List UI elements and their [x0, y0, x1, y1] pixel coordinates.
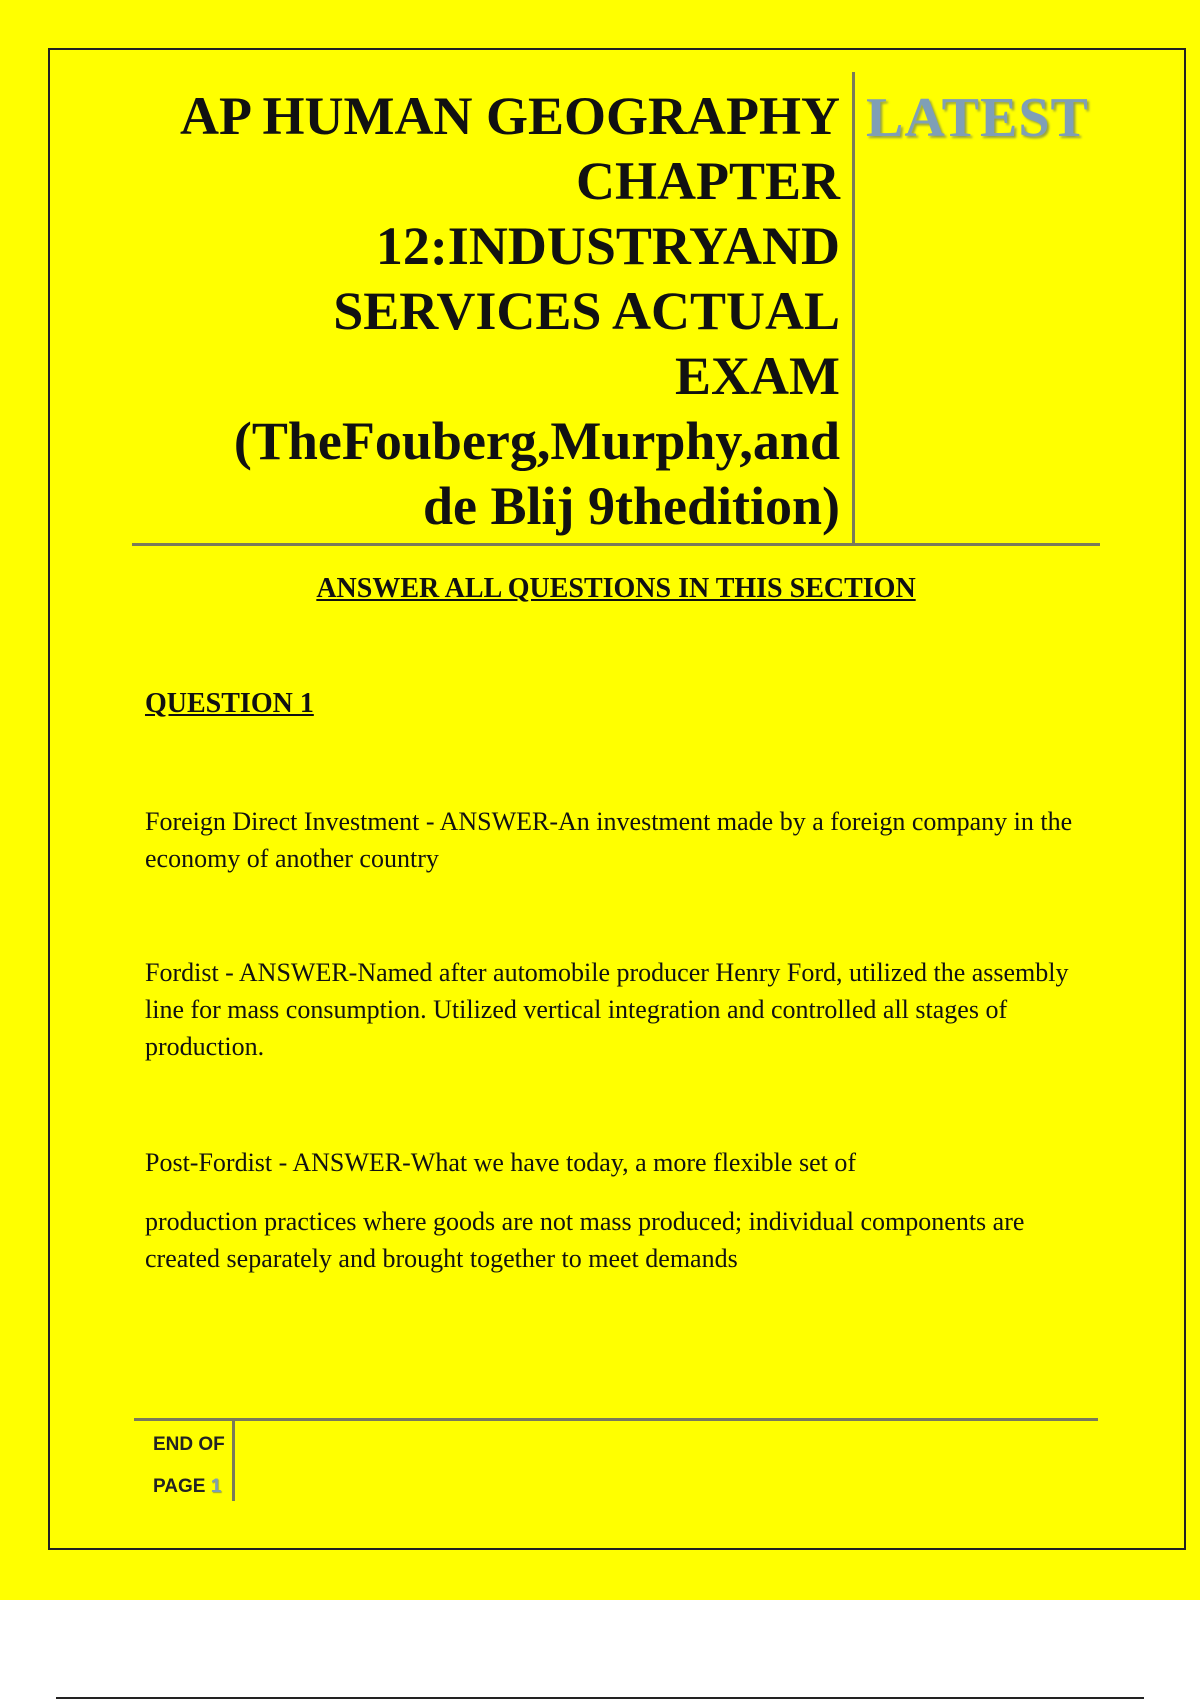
title-line-1: AP HUMAN GEOGRAPHY — [180, 86, 840, 146]
footer-rule — [134, 1418, 1098, 1421]
footer-page-line — [153, 1466, 225, 1508]
document-title — [100, 84, 840, 539]
footer-divider — [232, 1421, 235, 1501]
title-line-4: SERVICES ACTUAL — [333, 281, 840, 341]
page-footer — [153, 1424, 225, 1508]
title-line-6: (TheFouberg,Murphy,and — [233, 411, 840, 471]
latest-badge: LATEST — [866, 87, 1089, 149]
page-number: 1 — [210, 1476, 222, 1497]
qa-entry-post-fordist: Post-Fordist - ANSWER-What we have today, a more flexible set of — [145, 1148, 856, 1177]
header-rule — [132, 543, 1100, 546]
title-line-3: 12:INDUSTRYAND — [375, 216, 840, 276]
qa-entry-fordist: Fordist - ANSWER-Named after automobile producer Henry Ford, utilized the assembly line for mass consumption. Utilized vertical integration and controlled all stages of production. — [145, 958, 1069, 1061]
title-line-7: de Blij 9thedition) — [422, 476, 840, 536]
title-line-2: CHAPTER — [575, 151, 840, 211]
question-heading: QUESTION 1 — [145, 688, 314, 719]
title-line-5: EXAM — [675, 346, 840, 406]
title-divider — [852, 72, 855, 544]
section-instruction: ANSWER ALL QUESTIONS IN THIS SECTION — [316, 573, 916, 604]
footer-page-label: PAGE — [153, 1476, 206, 1497]
qa-entry-post-fordist-continued: production practices where goods are not mass produced; individual components are created separately and brought together to meet demands — [145, 1207, 1025, 1273]
footer-end-label: END OF — [153, 1434, 225, 1455]
qa-entry-foreign-direct-investment: Foreign Direct Investment - ANSWER-An investment made by a foreign company in the economy of another country — [145, 807, 1073, 873]
next-page-top-rule — [56, 1697, 1144, 1699]
